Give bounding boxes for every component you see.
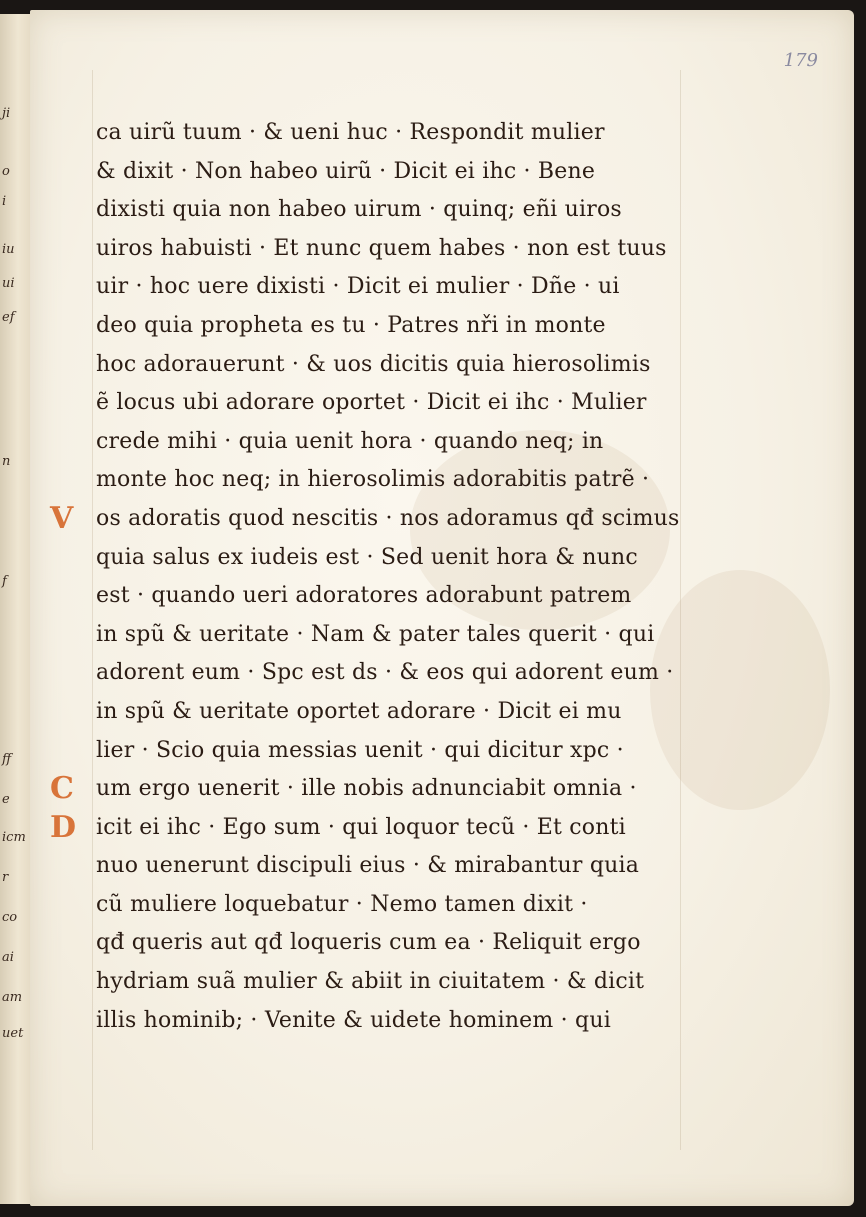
prev-leaf-fragment: uet	[2, 1026, 24, 1041]
text-line: nuo uenerunt discipuli eius · & mirabantur quia	[96, 853, 640, 879]
prev-leaf-fragment: ff	[2, 752, 12, 767]
prev-leaf-fragment: ji	[2, 106, 11, 121]
text-line: ca uirũ tuum · & ueni huc · Respondit mulier	[96, 120, 605, 145]
prev-leaf-fragment: am	[2, 990, 23, 1005]
previous-leaf-edge	[0, 14, 31, 1204]
prev-leaf-fragment: i	[2, 194, 7, 209]
text-line: & dixit · Non habeo uirũ · Dicit ei ihc · Bene	[96, 158, 596, 184]
text-line: uir · hoc uere dixisti · Dicit ei mulier · Dñe · ui	[96, 274, 620, 300]
margin-initial-d: D	[50, 809, 77, 845]
margin-initial-v: V	[50, 500, 74, 536]
text-line: crede mihi · quia uenit hora · quando neq; in	[96, 428, 604, 454]
text-line: dixisti quia non habeo uirum · quinq; eñi uiros	[96, 197, 622, 223]
folio-number: 179	[783, 50, 818, 71]
margin-initial-c: C	[50, 771, 75, 807]
text-line: V os adoratis quod nescitis · nos adoramus qđ scimus	[50, 500, 680, 536]
prev-leaf-fragment: o	[2, 164, 10, 179]
text-line: in spũ & ueritate oportet adorare · Dicit ei mu	[96, 698, 622, 724]
prev-leaf-fragment: n	[2, 454, 11, 469]
text-line: monte hoc neq; in hierosolimis adorabitis patrẽ ·	[96, 467, 650, 493]
text-line: hydriam suã mulier & abiit in ciuitatem · & dicit	[96, 969, 645, 995]
prev-leaf-fragment: e	[2, 792, 10, 807]
text-line: C um ergo uenerit · ille nobis adnunciabit omnia ·	[50, 771, 637, 807]
prev-leaf-fragment: r	[2, 870, 9, 885]
prev-leaf-fragment: iu	[2, 242, 15, 257]
prev-leaf-fragment: ai	[2, 950, 14, 965]
text-line: uiros habuisti · Et nunc quem habes · non est tuus	[96, 235, 667, 261]
text-line: D icit ei ihc · Ego sum · qui loquor tecũ · Et conti	[50, 809, 626, 845]
text-line: adorent eum · Spc est ds · & eos qui adorent eum ·	[96, 660, 674, 686]
ruling-line-left	[92, 70, 93, 1150]
text-line: ẽ locus ubi adorare oportet · Dicit ei ihc · Mulier	[96, 390, 647, 416]
prev-leaf-fragment: icm	[2, 830, 26, 845]
text-line: est · quando ueri adoratores adorabunt patrem	[96, 583, 632, 609]
text-line: cũ muliere loquebatur · Nemo tamen dixit ·	[96, 891, 588, 917]
text-line: quia salus ex iudeis est · Sed uenit hora & nunc	[96, 544, 638, 570]
text-column	[50, 114, 696, 1040]
text-line: lier · Scio quia messias uenit · qui dicitur xpc ·	[96, 737, 624, 763]
prev-leaf-fragment: co	[2, 910, 18, 925]
prev-leaf-fragment: f	[2, 574, 7, 589]
text-line: in spũ & ueritate · Nam & pater tales querit · qui	[96, 621, 655, 647]
text-line: deo quia propheta es tu · Patres nři in monte	[96, 312, 606, 338]
prev-leaf-fragment: ef	[2, 310, 15, 325]
text-line: qđ queris aut qđ loqueris cum ea · Reliquit ergo	[96, 930, 641, 956]
prev-leaf-fragment: ui	[2, 276, 15, 291]
text-line: hoc adorauerunt · & uos dicitis quia hierosolimis	[96, 351, 651, 377]
manuscript-page	[30, 10, 854, 1206]
text-line: illis hominib; · Venite & uidete hominem · qui	[96, 1007, 611, 1033]
